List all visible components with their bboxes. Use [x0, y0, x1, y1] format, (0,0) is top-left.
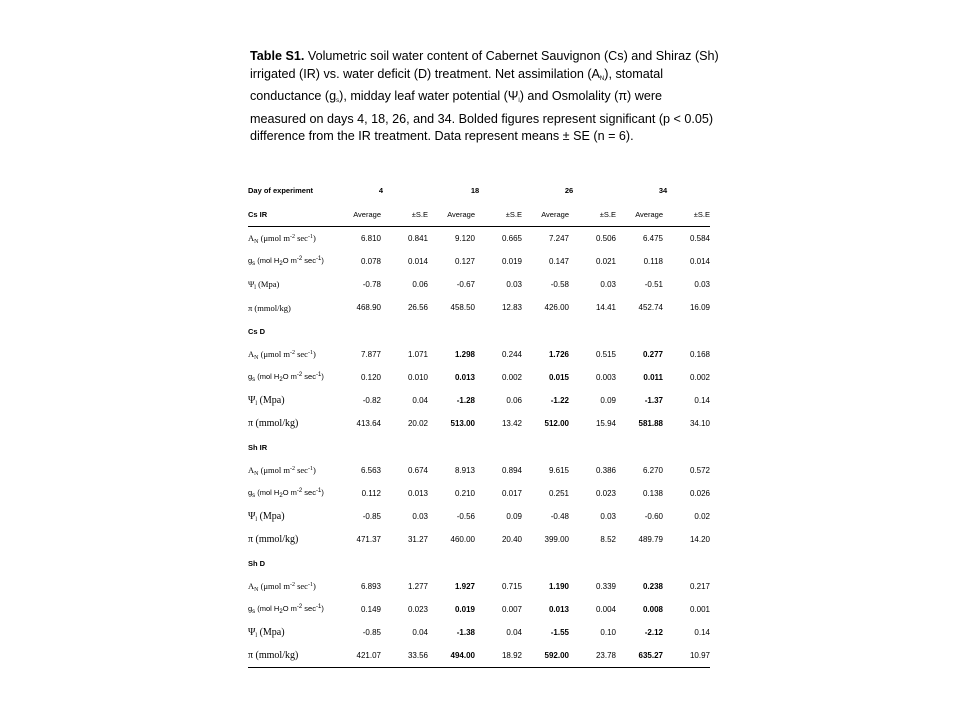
- se-cell: 0.10: [600, 628, 616, 637]
- average-cell: -0.78: [362, 280, 381, 289]
- empty-cell: [475, 551, 522, 575]
- group-row: [248, 319, 710, 343]
- se-cell: 20.02: [407, 419, 428, 428]
- empty-cell: [569, 435, 616, 459]
- average-cell: 0.078: [360, 257, 381, 266]
- se-cell: 0.06: [506, 396, 522, 405]
- se-cell: 0.03: [412, 512, 428, 521]
- average-cell: 0.015: [548, 373, 569, 382]
- header-row: [248, 178, 710, 202]
- average-cell: 471.37: [356, 535, 381, 544]
- day-header: Day of experiment: [248, 185, 314, 195]
- average-cell: 1.298: [454, 350, 475, 359]
- caption-text: Volumetric soil water content of Cabernet Sauvignon (Cs) and Shiraz (Sh) irrigated (IR) vs. water deficit (D) treatment. Net assimilation $(A_N)$, stomatal conductance $(g_s)$, midday leaf water potential $(\Psi_l)$ and Osmolality (π) were measured on days 4, 18, 26, and 34. Bolded figures represent significant (p < 0.05) difference from the IR treatment. Data represent means ± SE (n = 6).: [250, 49, 719, 144]
- table-row: [248, 459, 710, 482]
- se-cell: 26.56: [407, 303, 428, 312]
- se-cell: 0.04: [412, 628, 428, 637]
- average-cell: -1.55: [550, 628, 569, 637]
- se-cell: 0.023: [595, 489, 616, 498]
- se-cell: 0.02: [694, 512, 710, 521]
- se-cell: 0.168: [689, 350, 710, 359]
- average-cell: 489.79: [638, 535, 663, 544]
- se-cell: 23.78: [569, 644, 616, 668]
- se-cell: 8.52: [600, 535, 616, 544]
- se-cell: 0.03: [694, 280, 710, 289]
- row-label: $\Psi_l$ (Mpa): [248, 626, 285, 639]
- se-cell: 0.002: [689, 373, 710, 382]
- average-cell: 0.013: [548, 605, 569, 614]
- row-label: $g_s$ (mol $H_2O$ $m^{-2}$ $\sec^{-1}$): [248, 372, 324, 383]
- caption-label: Table S1.: [250, 49, 305, 63]
- empty-cell: [663, 319, 710, 343]
- average-cell: 0.118: [643, 257, 663, 266]
- row-label: π (mmol/kg): [248, 302, 291, 313]
- average-cell: 413.64: [356, 419, 381, 428]
- table-row: [248, 227, 710, 251]
- average-cell: 460.00: [450, 535, 475, 544]
- empty-cell: [334, 435, 381, 459]
- empty-cell: [334, 551, 381, 575]
- average-cell: 513.00: [450, 419, 475, 428]
- se-cell: 0.515: [595, 350, 616, 359]
- column-header-se: ±S.E: [569, 202, 616, 227]
- table-row: [248, 412, 710, 435]
- se-cell: 0.002: [501, 373, 522, 382]
- se-cell: 20.40: [501, 535, 522, 544]
- se-cell: 0.04: [506, 628, 522, 637]
- row-label: π (mmol/kg): [248, 418, 299, 429]
- average-cell: 468.90: [356, 303, 381, 312]
- average-cell: 6.475: [642, 234, 663, 243]
- column-header-se: ±S.E: [475, 202, 522, 227]
- average-cell: 9.120: [454, 234, 475, 243]
- se-cell: 0.014: [689, 257, 710, 266]
- average-cell: -2.12: [644, 628, 663, 637]
- empty-cell: [475, 319, 522, 343]
- table-row: [248, 598, 710, 621]
- row-label: $\Psi_l$ (Mpa): [248, 510, 285, 523]
- table-row: [248, 343, 710, 366]
- empty-cell: [569, 319, 616, 343]
- empty-cell: [616, 435, 663, 459]
- average-cell: 6.810: [360, 234, 381, 243]
- se-cell: 0.339: [595, 582, 616, 591]
- se-cell: 0.019: [501, 257, 522, 266]
- table-row: [248, 644, 710, 668]
- average-cell: 452.74: [638, 303, 663, 312]
- se-cell: 0.572: [689, 466, 710, 475]
- column-header-average: Average: [522, 202, 569, 227]
- empty-cell: [428, 435, 475, 459]
- se-cell: 0.03: [600, 512, 616, 521]
- average-cell: 592.00: [522, 644, 569, 668]
- day-label: 18: [470, 185, 480, 195]
- empty-cell: [616, 551, 663, 575]
- se-cell: 0.003: [595, 373, 616, 382]
- se-cell: 0.04: [412, 396, 428, 405]
- average-cell: -0.60: [644, 512, 663, 521]
- average-cell: 1.726: [548, 350, 569, 359]
- average-cell: 1.927: [454, 582, 475, 591]
- column-header-se: ±S.E: [663, 202, 710, 227]
- se-cell: 0.007: [501, 605, 522, 614]
- average-cell: 0.112: [361, 489, 381, 498]
- group-name: Cs D: [248, 326, 266, 336]
- se-cell: 0.894: [501, 466, 522, 475]
- empty-cell: [522, 435, 569, 459]
- se-cell: 0.010: [407, 373, 428, 382]
- se-cell: 0.001: [689, 605, 710, 614]
- average-cell: 6.893: [360, 582, 381, 591]
- row-label: $\Psi_l$ (Mpa): [248, 394, 285, 407]
- se-cell: 0.06: [412, 280, 428, 289]
- table-row: [248, 505, 710, 528]
- empty-cell: [616, 319, 663, 343]
- se-cell: 14.41: [595, 303, 616, 312]
- row-label: $g_s$ (mol $H_2O$ $m^{-2}$ $\sec^{-1}$): [248, 604, 324, 615]
- average-cell: 0.149: [360, 605, 381, 614]
- se-cell: 0.14: [694, 628, 710, 637]
- empty-cell: [381, 551, 428, 575]
- se-cell: 0.017: [501, 489, 522, 498]
- average-cell: 0.147: [548, 257, 569, 266]
- row-label: π (mmol/kg): [248, 534, 299, 545]
- se-cell: 0.03: [600, 280, 616, 289]
- day-label: 26: [564, 185, 574, 195]
- se-cell: 1.071: [407, 350, 428, 359]
- average-cell: 0.251: [548, 489, 569, 498]
- empty-cell: [334, 319, 381, 343]
- table-row: [248, 389, 710, 412]
- se-cell: 0.386: [595, 466, 616, 475]
- average-cell: 0.013: [454, 373, 475, 382]
- se-cell: 15.94: [595, 419, 616, 428]
- group-name: Cs IR: [248, 202, 334, 227]
- se-cell: 18.92: [475, 644, 522, 668]
- average-cell: 0.127: [454, 257, 475, 266]
- row-label: $A_N$ (μmol $m^{-2}$ $\sec^{-1}$): [248, 464, 316, 477]
- empty-cell: [522, 551, 569, 575]
- se-cell: 31.27: [407, 535, 428, 544]
- group-row: [248, 551, 710, 575]
- day-label: 4: [378, 185, 384, 195]
- average-cell: 0.277: [642, 350, 663, 359]
- average-cell: 7.877: [360, 350, 381, 359]
- row-label: $A_N$ (μmol $m^{-2}$ $\sec^{-1}$): [248, 232, 316, 245]
- average-cell: 0.210: [454, 489, 475, 498]
- se-cell: 10.97: [663, 644, 710, 668]
- data-table: [248, 178, 710, 668]
- table-caption: [250, 48, 720, 146]
- se-cell: 33.56: [381, 644, 428, 668]
- row-label: $\Psi_l$ (Mpa): [248, 278, 280, 291]
- average-cell: 494.00: [428, 644, 475, 668]
- column-header-average: Average: [334, 202, 381, 227]
- average-cell: 0.011: [643, 373, 663, 382]
- average-cell: -0.67: [456, 280, 475, 289]
- se-cell: 0.14: [694, 396, 710, 405]
- row-label: $A_N$ (μmol $m^{-2}$ $\sec^{-1}$): [248, 348, 316, 361]
- table-row: [248, 296, 710, 319]
- day-label: 34: [658, 185, 668, 195]
- average-cell: 0.008: [642, 605, 663, 614]
- average-cell: -0.85: [362, 628, 381, 637]
- se-cell: 0.09: [600, 396, 616, 405]
- average-cell: -0.48: [550, 512, 569, 521]
- empty-cell: [381, 435, 428, 459]
- average-cell: 581.88: [638, 419, 663, 428]
- average-cell: 0.238: [642, 582, 663, 591]
- average-cell: 0.138: [642, 489, 663, 498]
- se-cell: 0.03: [506, 280, 522, 289]
- se-cell: 13.42: [501, 419, 522, 428]
- average-cell: 421.07: [334, 644, 381, 668]
- se-cell: 0.841: [407, 234, 428, 243]
- se-cell: 0.004: [595, 605, 616, 614]
- column-header-average: Average: [616, 202, 663, 227]
- table-row: [248, 621, 710, 644]
- column-header-se: ±S.E: [381, 202, 428, 227]
- se-cell: 0.021: [595, 257, 616, 266]
- table-row: [248, 528, 710, 551]
- average-cell: 458.50: [450, 303, 475, 312]
- se-cell: 0.014: [407, 257, 428, 266]
- average-cell: 0.120: [360, 373, 381, 382]
- empty-cell: [663, 435, 710, 459]
- average-cell: 399.00: [544, 535, 569, 544]
- table-row: [248, 575, 710, 598]
- row-label: $g_s$ (mol $H_2O$ $m^{-2}$ $\sec^{-1}$): [248, 256, 324, 267]
- se-cell: 14.20: [689, 535, 710, 544]
- se-cell: 0.026: [689, 489, 710, 498]
- average-cell: -1.28: [456, 396, 475, 405]
- average-cell: 512.00: [544, 419, 569, 428]
- average-cell: -0.56: [456, 512, 475, 521]
- se-cell: 16.09: [689, 303, 710, 312]
- table-row: [248, 366, 710, 389]
- column-header-average: Average: [428, 202, 475, 227]
- average-cell: 0.019: [454, 605, 475, 614]
- se-cell: 0.665: [501, 234, 522, 243]
- average-cell: -0.85: [362, 512, 381, 521]
- group-name: Sh IR: [248, 442, 268, 452]
- empty-cell: [522, 319, 569, 343]
- row-label: π (mmol/kg): [248, 644, 334, 668]
- average-cell: -1.37: [644, 396, 663, 405]
- se-cell: 0.023: [407, 605, 428, 614]
- average-cell: 426.00: [544, 303, 569, 312]
- se-cell: 0.584: [689, 234, 710, 243]
- empty-cell: [428, 551, 475, 575]
- se-cell: 0.674: [407, 466, 428, 475]
- group-row: [248, 202, 710, 227]
- average-cell: -1.22: [550, 396, 569, 405]
- average-cell: -0.82: [362, 396, 381, 405]
- se-cell: 0.715: [501, 582, 522, 591]
- empty-cell: [428, 319, 475, 343]
- empty-cell: [569, 551, 616, 575]
- average-cell: 7.247: [548, 234, 569, 243]
- average-cell: 8.913: [454, 466, 475, 475]
- se-cell: 12.83: [501, 303, 522, 312]
- se-cell: 0.506: [595, 234, 616, 243]
- group-row: [248, 435, 710, 459]
- average-cell: 9.615: [548, 466, 569, 475]
- empty-cell: [663, 551, 710, 575]
- average-cell: 1.190: [548, 582, 569, 591]
- se-cell: 0.09: [506, 512, 522, 521]
- table-row: [248, 273, 710, 296]
- empty-cell: [381, 319, 428, 343]
- average-cell: 6.563: [360, 466, 381, 475]
- average-cell: -0.58: [550, 280, 569, 289]
- average-cell: 635.27: [616, 644, 663, 668]
- table-row: [248, 482, 710, 505]
- row-label: $g_s$ (mol $H_2O$ $m^{-2}$ $\sec^{-1}$): [248, 488, 324, 499]
- average-cell: -0.51: [644, 280, 663, 289]
- average-cell: -1.38: [456, 628, 475, 637]
- row-label: $A_N$ (μmol $m^{-2}$ $\sec^{-1}$): [248, 580, 316, 593]
- se-cell: 0.013: [407, 489, 428, 498]
- se-cell: 1.277: [407, 582, 428, 591]
- se-cell: 0.217: [689, 582, 710, 591]
- se-cell: 0.244: [501, 350, 522, 359]
- group-name: Sh D: [248, 558, 266, 568]
- se-cell: 34.10: [689, 419, 710, 428]
- table-row: [248, 250, 710, 273]
- average-cell: 6.270: [642, 466, 663, 475]
- empty-cell: [475, 435, 522, 459]
